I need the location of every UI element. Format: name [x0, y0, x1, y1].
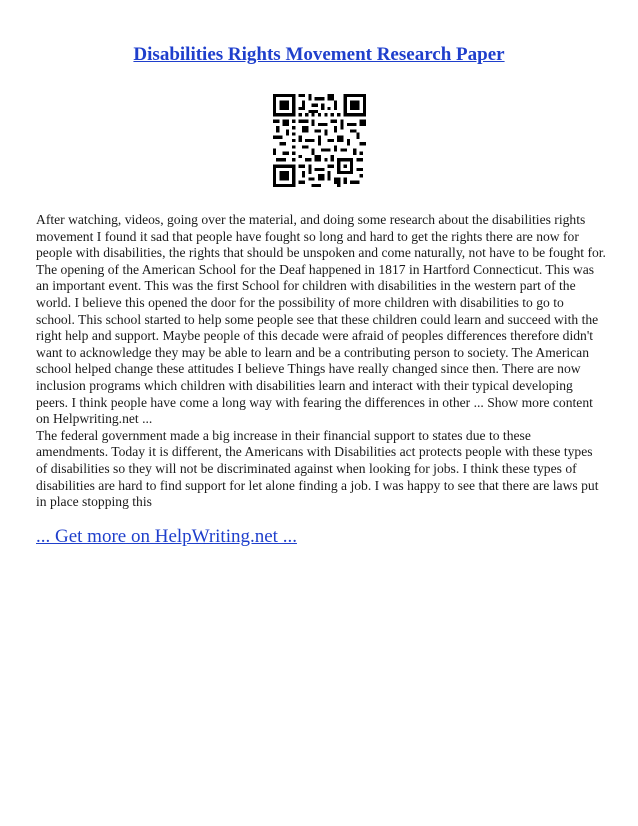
get-more-link[interactable]: ... Get more on HelpWriting.net ...: [36, 526, 297, 547]
body-paragraph: After watching, videos, going over the material, and doing some research about the disabilities rights movement I found it sad that people have fought so long and hard to get the rights there are now for people with disabilities, the rights that should be unspoken and come naturally, not have to be fought for. The opening of the American School for the Deaf happened in 1817 in Hartford Connecticut. This was an important event. This was the first School for children with disabilities in the western part of the world. I believe this opened the door for the possibility of more children with disabilities to go to school. This school started to help some people see that these children could learn and succeed with the right help and support. Maybe people of this decade were afraid of peoples differences therefore didn't want to acknowledge they may be able to learn and be a contributing person to society. The American school helped change these attitudes I believe Things have really changed since then. There are now inclusion programs which children with disabilities learn and interact with their typical developing peers. I think people have come a long way with fearing the differences in other ... Show more content on Helpwriting.net ...: [36, 212, 606, 427]
body-paragraph: The federal government made a big increase in their financial support to states due to these amendments. Today it is different, the Americans with Disabilities act protects people with these types of disabilities so they will not be discriminated against when looking for jobs. I think these types of disabilities are hard to find support for let alone finding a job. I was happy to see that there are laws put in place stopping this: [36, 427, 599, 510]
document-title-link[interactable]: Disabilities Rights Movement Research Paper: [133, 44, 505, 65]
qr-code-icon: [273, 94, 366, 187]
article-body: [36, 212, 606, 511]
